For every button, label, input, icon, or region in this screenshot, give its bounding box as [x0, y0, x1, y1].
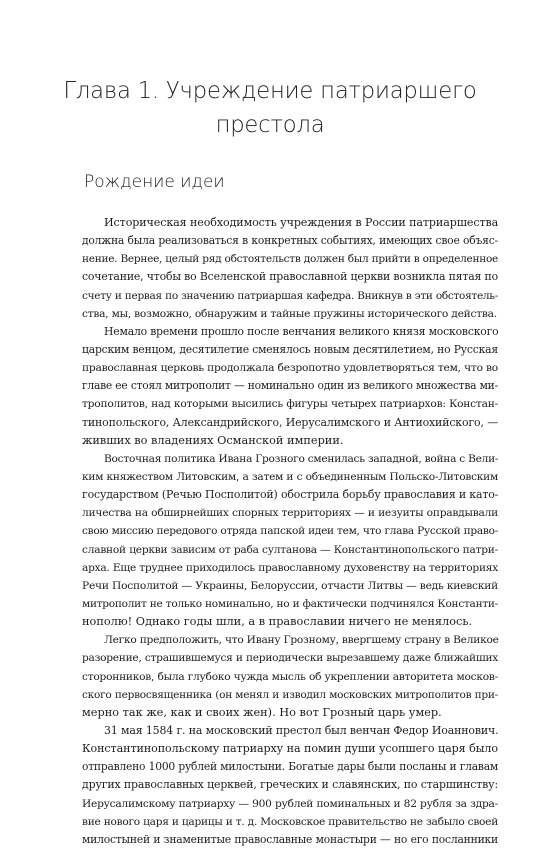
text-line: других православных церквей, греческих и славянских, по старшинству:	[82, 778, 498, 792]
text-line: отправлено 1000 рублей милостыни. Богатые дары были посланы и главам	[82, 760, 498, 774]
text-line: ства, мы, возможно, обнаружим и тайные пружины исторического действа.	[82, 306, 497, 320]
chapter-title-line-1: Глава 1. Учреждение патриаршего	[63, 78, 477, 104]
text-line: 31 мая 1584 г. на московский престол был венчан Федор Иоаннович.	[104, 723, 499, 737]
text-line: Восточная политика Ивана Грозного сменилась западной, война с Вели-	[104, 452, 499, 465]
text-line: трополитов, над которыми высились фигуры четырех патриархов: Констан-	[82, 397, 498, 411]
text-line: православная церковь продолжала безропотно удовлетворяться тем, что во	[82, 361, 498, 375]
text-line: Легко предположить, что Ивану Грозному, ввергшему страну в Великое	[104, 633, 499, 647]
text-line: ского первосвященника (он менял и изводил московских митрополитов при-	[82, 688, 498, 701]
chapter-title	[0, 74, 540, 142]
text-line: нополю! Однако годы шли, а в православии ничего не менялось.	[82, 615, 473, 629]
text-line: царским венцом, десятилетие сменялось новым десятилетием, но Русская	[82, 342, 498, 356]
text-line: Константинопольскому патриарху на помин души усопшего царя было	[82, 742, 498, 756]
text-line: разорение, страшившемуся и периодически вырезавшему даже ближайших	[82, 652, 498, 665]
text-line: славной церкви зависим от раба султанова — Константинопольского патри-	[82, 542, 498, 556]
text-line: Иерусалимскому патриарху — 900 рублей поминальных и 82 рубля за здра-	[82, 796, 498, 810]
text-line: ким княжеством Литовским, а затем и с объединенным Польско-Литовским	[82, 470, 498, 483]
text-line: Историческая необходимость учреждения в России патриаршества	[104, 216, 499, 229]
text-line: сочетание, чтобы во Вселенской православной церкви возникла пятая по	[82, 270, 498, 284]
text-line: мерно так же, как и своих жен). Но вот Грозный царь умер.	[82, 705, 442, 719]
body-text	[82, 214, 498, 849]
text-line: главе ее стоял митрополит — номинально один из великого множества ми-	[82, 379, 498, 393]
text-line: сторонников, была глубоко чужда мысль об укреплении авторитета москов-	[82, 669, 498, 683]
text-line: милостыней и знаменитые православные монастыри — но его посланники	[82, 832, 498, 846]
text-line: должна была реализоваться в конкретных событиях, имеющих свое объяс-	[82, 234, 498, 248]
text-line: личества на обширнейших спорных территориях — и иезуиты оправдывали	[82, 506, 498, 520]
text-line: нение. Вернее, целый ряд обстоятельств должен был прийти в определенное	[82, 253, 498, 266]
text-line: свою миссию передового отряда папской идеи тем, что глава Русской право-	[82, 525, 498, 538]
text-line: Речи Посполитой — Украины, Белоруссии, отчасти Литвы — ведь киевский	[82, 578, 498, 592]
text-line: живших во владениях Османской империи.	[82, 433, 344, 447]
text-line: тинопольского, Александрийского, Иерусалимского и Антиохийского, —	[82, 415, 498, 429]
text-line: митрополит не только номинально, но и фактически подчинялся Константи-	[82, 597, 498, 610]
text-line: счету и первая по значению патриаршая кафедра. Вникнув в эти обстоятель-	[82, 289, 498, 302]
chapter-title-line-2: престола	[215, 112, 325, 138]
section-title: Рождение идеи	[84, 172, 225, 192]
text-line: арха. Еще труднее приходилось православному духовенству на территориях	[82, 560, 498, 574]
text-line: государством (Речью Посполитой) обострила борьбу православия и като-	[82, 488, 499, 502]
text-line: Немало времени прошло после венчания великого князя московского	[104, 324, 499, 338]
text-line: вие нового царя и царицы и т. д. Московское правительство не забыло своей	[82, 815, 498, 828]
